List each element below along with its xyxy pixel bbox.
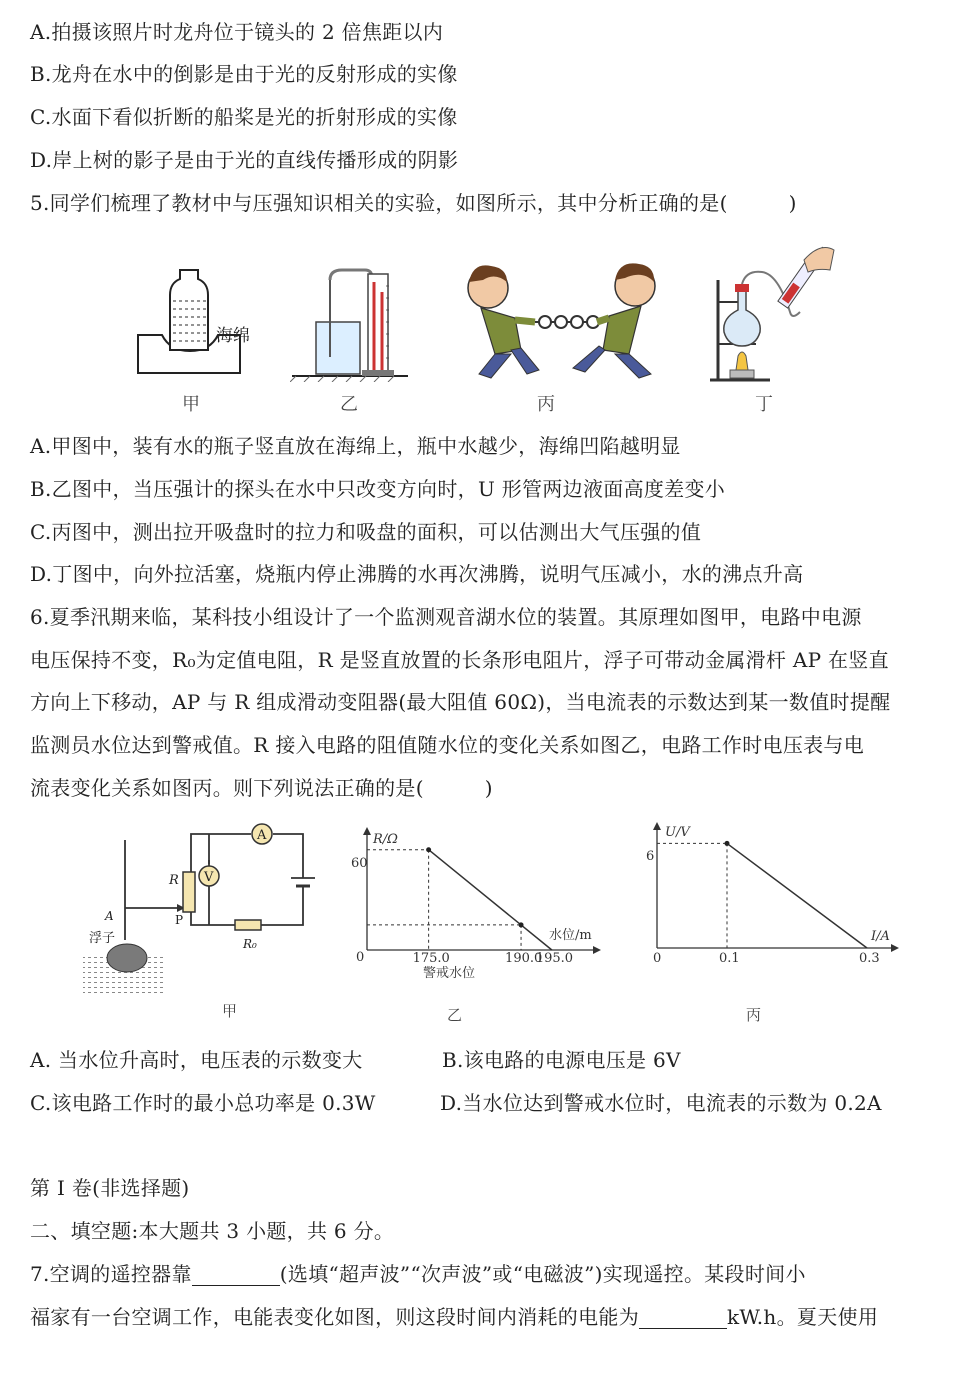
r0-label: R₀ <box>243 937 257 951</box>
chart-yi-xtick-190: 190.0 <box>505 951 543 966</box>
chart-bing-series-line <box>727 843 867 948</box>
q4-option-a: A.拍摄该照片时龙舟位于镜头的 2 倍焦距以内 <box>30 20 444 44</box>
section-part: 二、填空题:本大题共 3 小题，共 6 分。 <box>30 1219 395 1243</box>
q5-option-b: B.乙图中，当压强计的探头在水中只改变方向时，U 形管两边液面高度差变小 <box>30 477 726 501</box>
q7-answer-blank-2[interactable] <box>639 1310 727 1329</box>
figure-bing-suction-cups <box>455 258 670 383</box>
chart-yi-xtick-195: 195.0 <box>535 951 574 966</box>
caption-yi: 乙 <box>340 394 358 415</box>
q4-option-c: C.水面下看似折断的船桨是光的折射形成的实像 <box>30 105 458 129</box>
q7-line-2 <box>30 1305 878 1329</box>
resistor-r-label: R <box>169 873 179 888</box>
caption-chart-bing: 丙 <box>746 1006 762 1024</box>
q7-line-1-b: (选填“超声波”“次声波”或“电磁波”)实现遥控。某段时间小 <box>279 1262 806 1286</box>
float-label: 浮子 <box>89 931 116 946</box>
chart-yi-xlabel: 水位/m <box>549 928 592 943</box>
chart-yi-origin: 0 <box>356 950 365 965</box>
chart-bing-ylabel: U/V <box>665 825 690 840</box>
q6-option-b: B.该电路的电源电压是 6V <box>442 1048 681 1072</box>
chart-yi-point-190 <box>519 922 524 927</box>
figure-circuit <box>75 820 335 1005</box>
chart-yi-series-line <box>429 850 552 950</box>
q7-line-1 <box>30 1262 806 1286</box>
q7-line-1-a: 7.空调的遥控器靠 <box>30 1262 192 1286</box>
figure-jia-bottle-sponge <box>130 265 250 380</box>
chart-bing-point-0.1 <box>725 841 730 846</box>
q7-line-2-a: 福家有一台空调工作，电能表变化如图，则这段时间内消耗的电能为 <box>30 1305 639 1329</box>
q7-line-2-b: kW.h。夏天使用 <box>727 1305 879 1329</box>
q4-option-d: D.岸上树的影子是由于光的直线传播形成的阴影 <box>30 148 459 172</box>
caption-circuit-jia: 甲 <box>222 1002 238 1020</box>
caption-bing: 丙 <box>537 394 555 415</box>
chart-yi-xtick-175: 175.0 <box>412 951 450 966</box>
chart-bing-xtick-0.1: 0.1 <box>719 951 740 966</box>
q6-stem-line-5: 流表变化关系如图丙。则下列说法正确的是( ) <box>30 776 493 800</box>
rod-a-label: A <box>105 909 114 923</box>
chart-yi-ylabel: R/Ω <box>373 832 398 847</box>
q5-stem: 5.同学们梳理了教材中与压强知识相关的实验，如图所示，其中分析正确的是( ) <box>30 191 797 215</box>
figure-yi-pressure-gauge <box>290 262 410 382</box>
q4-option-b: B.龙舟在水中的倒影是由于光的反射形成的实像 <box>30 62 458 86</box>
caption-jia: 甲 <box>182 394 200 415</box>
chart-yi-point-175 <box>426 847 431 852</box>
voltmeter-label: V <box>204 870 214 885</box>
q5-option-d: D.丁图中，向外拉活塞，烧瓶内停止沸腾的水再次沸腾，说明气压减小，水的沸点升高 <box>30 562 804 586</box>
figure-ding-flask-syringe <box>700 240 840 385</box>
chart-resistance-vs-water-level <box>345 825 605 985</box>
q6-stem-line-1: 6.夏季汛期来临，某科技小组设计了一个监测观音湖水位的装置。其原理如图甲，电路中电源 <box>30 605 862 629</box>
q5-option-c: C.丙图中，测出拉开吸盘时的拉力和吸盘的面积，可以估测出大气压强的值 <box>30 520 702 544</box>
chart-voltage-vs-current <box>645 820 905 970</box>
sponge-label: 海绵 <box>216 326 250 346</box>
chart-bing-origin: 0 <box>653 951 662 966</box>
q7-answer-blank-1[interactable] <box>192 1267 280 1286</box>
q6-stem-line-3: 方向上下移动，AP 与 R 组成滑动变阻器(最大阻值 60Ω)，当电流表的示数达到某一数值时提醒 <box>30 690 891 714</box>
q6-option-a: A. 当水位升高时，电压表的示数变大 <box>30 1048 363 1072</box>
q6-stem-line-2: 电压保持不变，R₀为定值电阻，R 是竖直放置的长条形电阻片，浮子可带动金属滑杆 AP 在竖直 <box>30 648 889 672</box>
slider-p-label: P <box>175 913 184 927</box>
caption-ding: 丁 <box>755 394 773 415</box>
chart-yi-ytick-60: 60 <box>351 856 368 871</box>
q6-option-d: D.当水位达到警戒水位时，电流表的示数为 0.2A <box>440 1091 882 1115</box>
q6-stem-line-4: 监测员水位达到警戒值。R 接入电路的阻值随水位的变化关系如图乙，电路工作时电压表与电 <box>30 733 865 757</box>
chart-yi-warning-level: 警戒水位 <box>423 966 476 981</box>
chart-bing-ytick-6: 6 <box>646 849 655 864</box>
caption-chart-yi: 乙 <box>447 1006 463 1024</box>
chart-bing-xtick-0.3: 0.3 <box>859 951 880 966</box>
q5-option-a: A.甲图中，装有水的瓶子竖直放在海绵上，瓶中水越少，海绵凹陷越明显 <box>30 434 681 458</box>
ammeter-label: A <box>257 828 267 843</box>
chart-bing-xlabel: I/A <box>871 929 890 944</box>
section-title: 第 I 卷(非选择题) <box>30 1176 190 1200</box>
q6-option-c: C.该电路工作时的最小总功率是 0.3W <box>30 1091 376 1115</box>
